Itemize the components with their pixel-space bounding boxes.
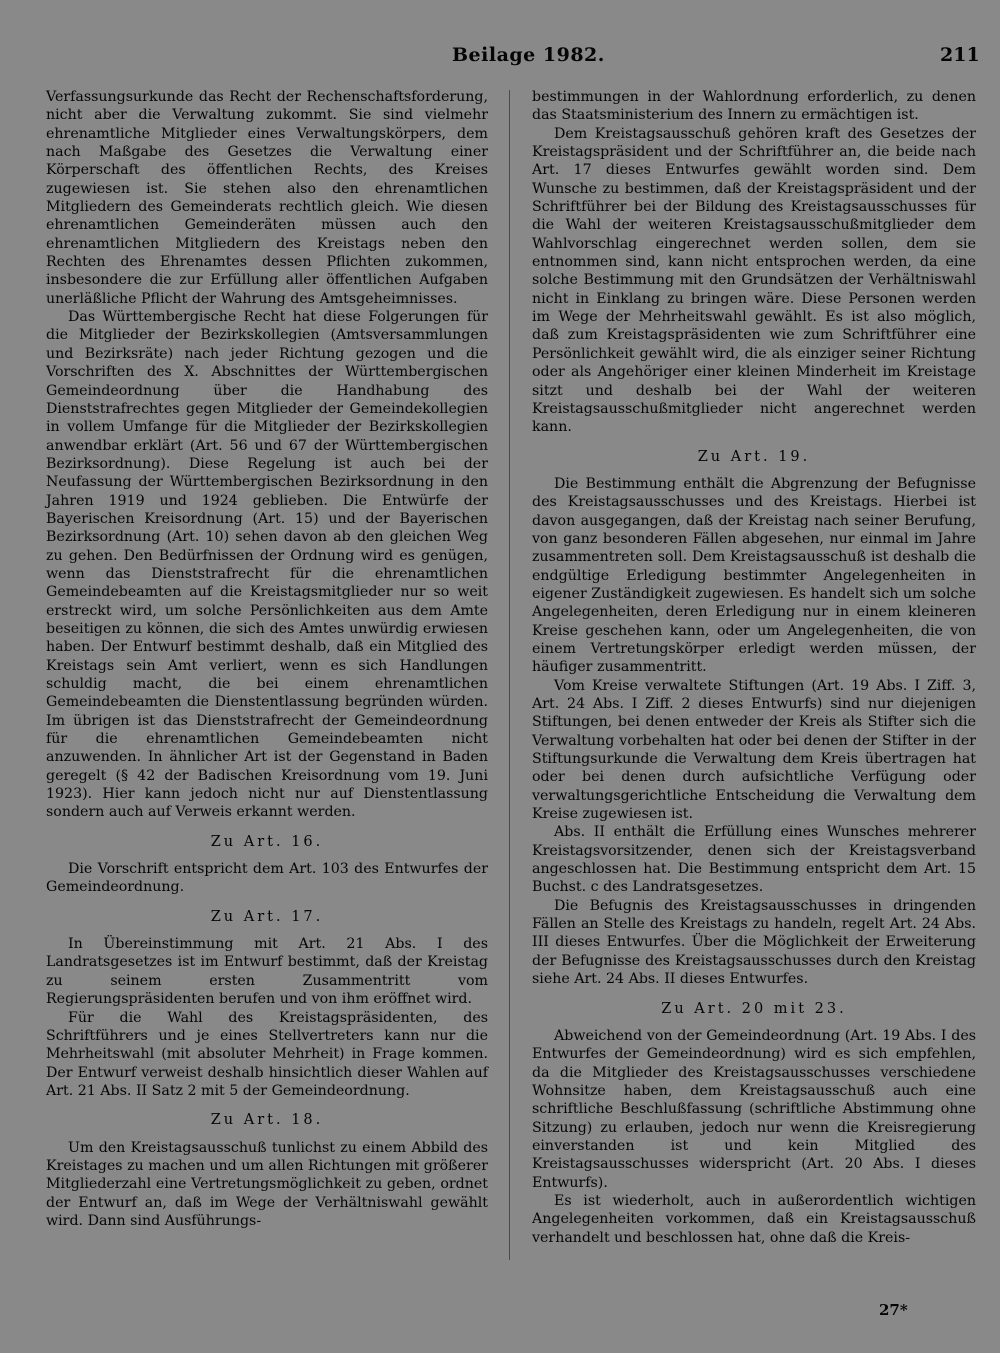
page-number: 211 — [940, 44, 980, 66]
paragraph: In Übereinstimmung mit Art. 21 Abs. I des Landratsgesetzes ist im Entwurf bestimmt, daß der Kreistag zu seinem ersten Zusammentritt vom Regierungspräsidenten berufen und von ihm eröffnet wird. — [46, 936, 488, 1008]
paragraph: Abweichend von der Gemeindeordnung (Art. 19 Abs. I des Entwurfes der Gemeindeordnung) wird es sich empfehlen, da die Mitglieder des Kreistagsausschusses verschiedene Wohnsitze haben, dem Kreistagsausschuß auch eine schriftliche Beschlußfassung (schriftliche Abstimmung ohne Sitzung) zu erlauben, jedoch nur wenn die Kreisregierung einverstanden ist und kein Mitglied des Kreistagsausschusses widerspricht (Art. 20 Abs. I dieses Entwurfs). — [532, 1027, 976, 1191]
left-column — [46, 88, 488, 1230]
paragraph: Es ist wiederholt, auch in außerordentlich wichtigen Angelegenheiten vorkommen, daß ein Kreistagsausschuß verhandelt und beschlossen hat, ohne daß die Kreis- — [532, 1192, 976, 1246]
signature-mark: 27* — [879, 1301, 908, 1319]
paragraph: Die Befugnis des Kreistagsausschusses in dringenden Fällen an Stelle des Kreistags zu handeln, regelt Art. 24 Abs. III dieses Entwurfes. Über die Möglichkeit der Erweiterung der Befugnisse des Kreistagsausschusses durch den Kreistag siehe Art. 24 Abs. II dieses Entwurfes. — [532, 897, 976, 988]
paragraph: Abs. II enthält die Erfüllung eines Wunsches mehrerer Kreistagsvorsitzender, denen sich der Kreistagsverband angeschlossen hat. Die Bestimmung entspricht dem Art. 15 Buchst. c des Landratsgesetzes. — [532, 824, 976, 896]
page-header — [0, 44, 1000, 74]
paragraph: Die Vorschrift entspricht dem Art. 103 des Entwurfes der Gemeindeordnung. — [46, 861, 488, 896]
paragraph: Das Württembergische Recht hat diese Folgerungen für die Mitglieder der Bezirkskollegien (Amtsversammlungen und Bezirksräte) nach jeder Richtung gezogen und die Vorschriften des X. Abschnittes der Württembergischen Gemeindeordnung über die Handhabung des Dienststrafrechtes gegen Mitglieder der Gemeindekollegien in vollem Umfange für die Mitglieder der Bezirkskollegien anwendbar erklärt (Art. 56 und 67 der Württembergischen Bezirksordnung). Diese Regelung ist auch bei der Neufassung der Württembergischen Bezirksordnung in den Jahren 1919 und 1924 geblieben. Die Entwürfe der Bayerischen Kreisordnung (Art. 15) und der Bayerischen Bezirksordnung (Art. 10) sehen davon ab den gleichen Weg zu gehen. Den Bedürfnissen der Ordnung wird es genügen, wenn das Dienststrafrecht für die ehrenamtlichen Gemeindebeamten auf die Kreistagsmitglieder nur so weit erstreckt wird, um solche Persönlichkeiten aus dem Amte beseitigen zu können, die sich des Amtes unwürdig erwiesen haben. Der Entwurf bestimmt deshalb, daß ein Mitglied des Kreistags sein Amt verliert, wenn es sich Handlungen schuldig macht, die bei einem ehrenamtlichen Gemeindebeamten die Dienstentlassung begründen würden. Im übrigen ist das Dienststrafrecht der Gemeindeordnung für die ehrenamtlichen Gemeindebeamten nicht anzuwenden. In ähnlicher Art ist der Gegenstand in Baden geregelt (§ 42 der Badischen Kreisordnung vom 19. Juni 1923). Hier kann jedoch nicht nur auf Dienstentlassung sondern auch auf Verweis erkannt werden. — [46, 309, 488, 821]
column-divider — [509, 90, 510, 1260]
paragraph: Um den Kreistagsausschuß tunlichst zu einem Abbild des Kreistages zu machen und um allen Richtungen mit größerer Mitgliederzahl eine Vertretungsmöglichkeit zu geben, ordnet der Entwurf an, daß im Wege der Verhältniswahl gewählt wird. Dann sind Ausführungs- — [46, 1139, 488, 1229]
section-heading: Zu Art. 17. — [210, 908, 324, 925]
paragraph: bestimmungen in der Wahlordnung erforderlich, zu denen das Staatsministerium des Innern zu ermächtigen ist. — [532, 89, 976, 124]
paragraph: Dem Kreistagsausschuß gehören kraft des Gesetzes der Kreistagspräsident und der Schriftführer an, die beide nach Art. 17 dieses Entwurfes gewählt worden sind. Dem Wunsche zu bestimmen, daß der Kreistagspräsident und der Schriftführer bei der Bildung des Kreistagsausschusses für die Wahl der weiteren Kreistagsausschußmitglieder dem Wahlvorschlag eingerechnet werden sollen, dem sie entnommen sind, kann nicht entsprochen werden, da eine solche Bestimmung mit den Grundsätzen der Verhältniswahl nicht in Einklang zu bringen wäre. Diese Personen werden im Wege der Mehrheitswahl gewählt. Es ist also möglich, daß zum Kreistagspräsidenten wie zum Schriftführer eine Persönlichkeit gewählt wird, die als einziger seiner Richtung oder als Angehöriger einer kleinen Minderheit im Kreistage sitzt und deshalb bei der Wahl der weiteren Kreistagsausschußmitglieder nicht angerechnet werden kann. — [532, 125, 976, 436]
section-heading: Zu Art. 19. — [697, 448, 811, 465]
right-column — [532, 88, 976, 1247]
section-heading: Zu Art. 20 mit 23. — [661, 1000, 847, 1017]
page-title: Beilage 1982. — [452, 44, 605, 66]
section-heading: Zu Art. 18. — [210, 1112, 324, 1129]
paragraph: Verfassungsurkunde das Recht der Rechenschaftsforderung, nicht aber die Verwaltung zukommt. Sie sind vielmehr ehrenamtliche Mitglieder eines Verwaltungskörpers, dem nach Maßgabe des Gesetzes die Verwaltung einer Körperschaft des öffentlichen Rechts, des Kreises zugewiesen ist. Sie stehen also den ehrenamtlichen Mitgliedern des Gemeinderats rechtlich gleich. Wie diesen ehrenamtlichen Gemeinderäten müssen auch den ehrenamtlichen Mitgliedern des Kreistags neben den Rechten des Ehrenamtes dessen Pflichten zukommen, insbesondere die zur Erfüllung aller öffentlichen Aufgaben unerläßliche Pflicht der Wahrung des Amtsgeheimnisses. — [46, 89, 488, 307]
paragraph: Vom Kreise verwaltete Stiftungen (Art. 19 Abs. I Ziff. 3, Art. 24 Abs. I Ziff. 2 dieses Entwurfs) sind nur diejenigen Stiftungen, bei denen entweder der Kreis als Stifter sich die Verwaltung vorbehalten hat oder bei denen der Stifter in der Stiftungsurkunde die Verwaltung dem Kreis übertragen hat oder bei denen durch aufsichtliche Verfügung oder verwaltungsgerichtliche Entscheidung die Verwaltung dem Kreise zugewiesen ist. — [532, 677, 976, 823]
paragraph: Die Bestimmung enthält die Abgrenzung der Befugnisse des Kreistagsausschusses und des Kreistags. Hierbei ist davon ausgegangen, daß der Kreistag nach seiner Berufung, von ganz besonderen Fällen abgesehen, nur einmal im Jahre zusammentreten soll. Dem Kreistagsausschuß ist deshalb die endgültige Erledigung bestimmter Angelegenheiten in eigener Zuständigkeit zugewiesen. Es handelt sich um solche Angelegenheiten, deren Erledigung nur in einem kleineren Kreise geschehen kann, oder um Angelegenheiten, die von einem Vertretungskörper erledigt werden müssen, der häufiger zusammentritt. — [532, 475, 976, 676]
paragraph: Für die Wahl des Kreistagspräsidenten, des Schriftführers und je eines Stellvertreters kann nur die Mehrheitswahl (mit absoluter Mehrheit) in Frage kommen. Der Entwurf verweist deshalb hinsichtlich dieser Wahlen auf Art. 21 Abs. II Satz 2 mit 5 der Gemeindeordnung. — [46, 1009, 488, 1099]
section-heading: Zu Art. 16. — [210, 833, 324, 850]
